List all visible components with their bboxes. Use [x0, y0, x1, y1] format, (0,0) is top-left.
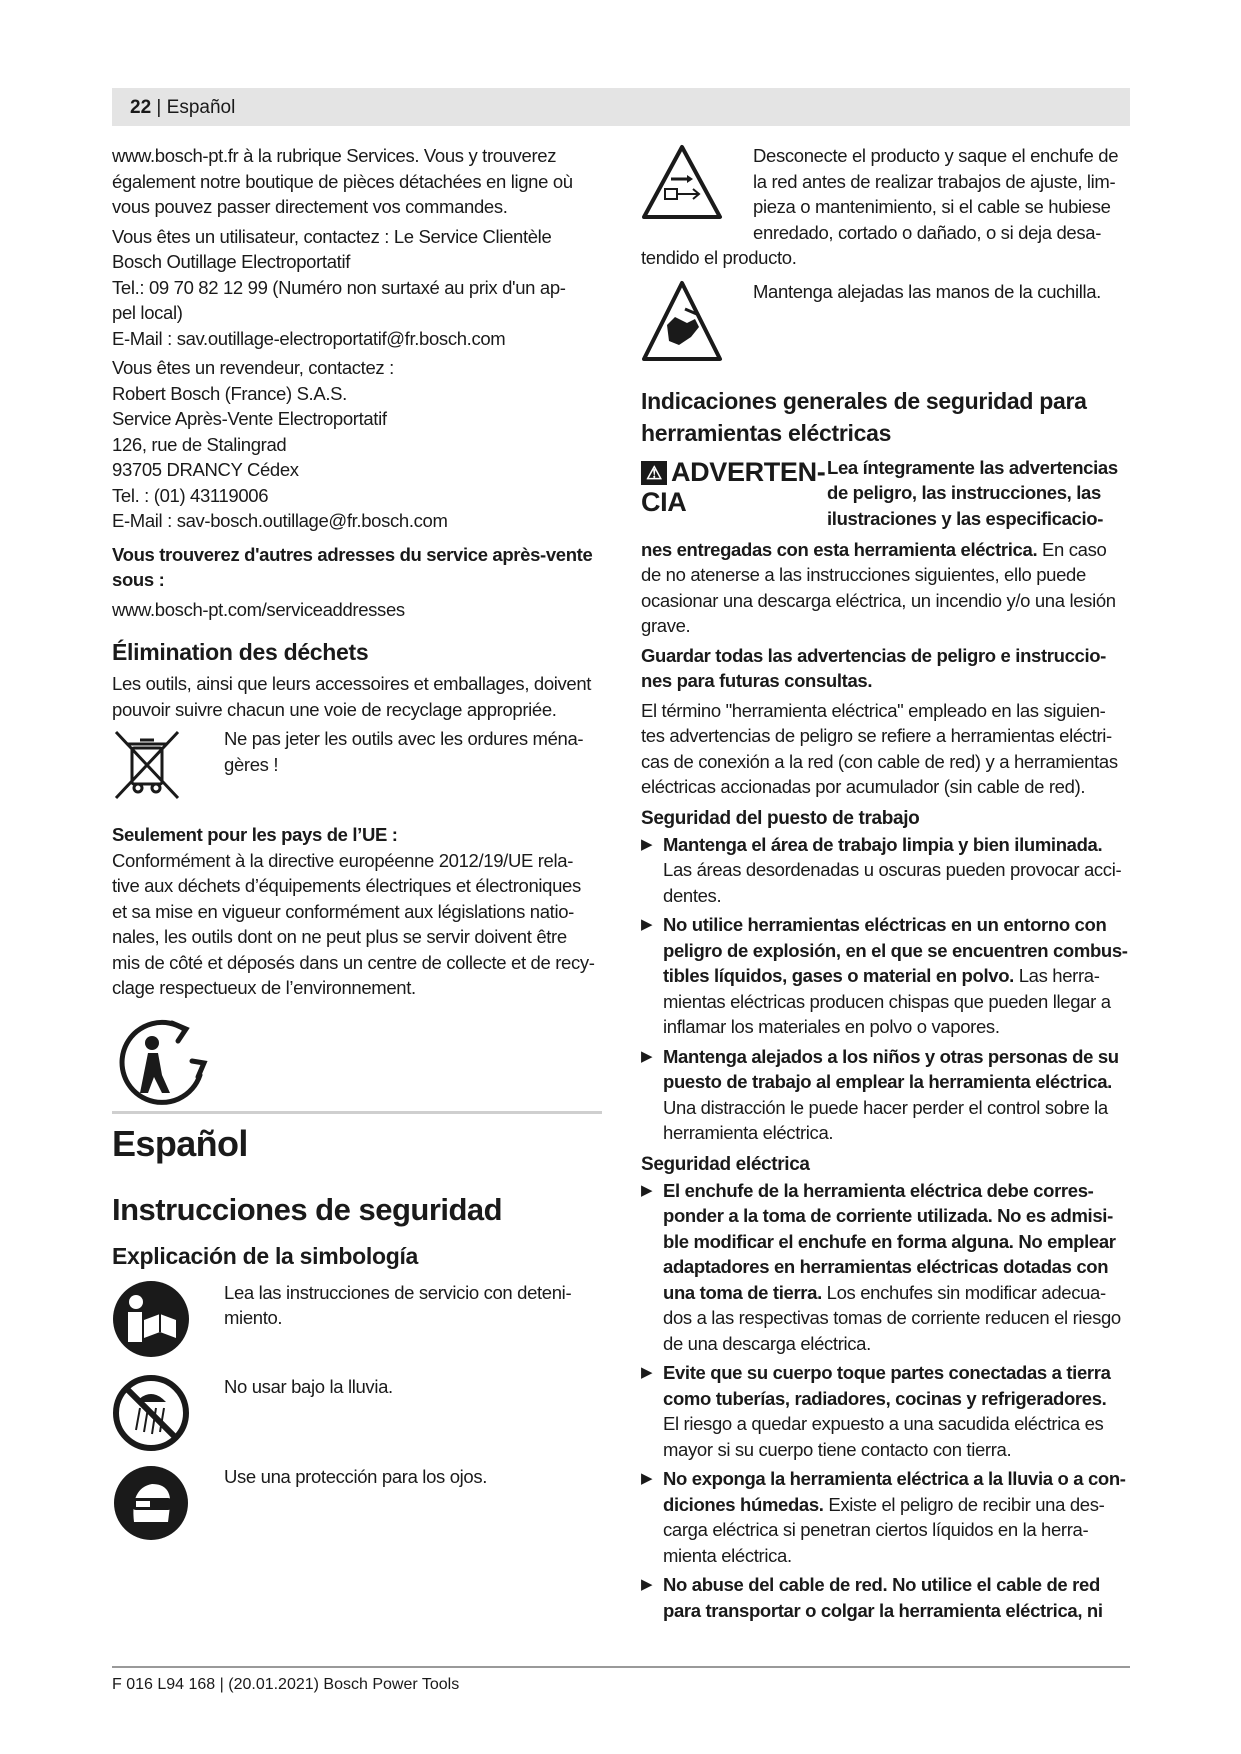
- term-definition-text: El término "herramienta eléctrica" empleado en las siguien- tes advertencias de peligro se refiere a herramientas eléctri- cas de conexión a la red (con cable de red) y a herramientas eléctricas accionadas por acumulador (sin cable de red).: [641, 699, 1118, 797]
- elimination-heading: Élimination des déchets: [112, 639, 369, 665]
- warning-side-text: Lea íntegramente las advertencias de peligro, las instrucciones, las ilustraciones y las especificacio-: [827, 456, 1118, 529]
- bullet-arrow-icon: ▶: [641, 1364, 653, 1381]
- warning-continuation: nes entregadas con esta herramienta eléctrica. En caso de no atenerse a las instrucciones siguientes, ello puede ocasionar una descarga eléctrica, un incendio y/o una lesión grave.: [641, 538, 1116, 636]
- bullet-arrow-icon: ▶: [641, 1470, 653, 1487]
- bullet-clean-area: ▶ Mantenga el área de trabajo limpia y bien iluminada. Las áreas desordenadas u oscuras pueden provocar acci- dentes.: [641, 833, 1122, 906]
- read-manual-icon: [112, 1280, 190, 1358]
- bullet-plug-outlet: ▶ El enchufe de la herramienta eléctrica debe corres- ponder a la toma de corriente utilizada. No es admisi- ble modificar el enchufe en forma alguna. No emplear adaptadores en herramientas eléctricas dotadas con una toma de tierra. Los enchufes sin modificar adecua- dos a las respectivas tomas de corriente reducen el riesgo de una descarga eléctrica.: [641, 1179, 1121, 1354]
- bin-symbol-row: [112, 726, 602, 818]
- bullet-explosive-environment: ▶ No utilice herramientas eléctricas en un entorno con peligro de explosión, en el que se encuentren combus- tibles líquidos, gases o material en polvo. Las herra- mientas eléctricas producen chispas que pueden llegar a inflamar los materiales en polvo o vapores.: [641, 914, 1128, 1037]
- right-column: [641, 143, 1129, 1627]
- eu-heading: Seulement pour les pays de l’UE :: [112, 824, 398, 845]
- no-rain-row: [112, 1374, 602, 1464]
- read-manual-text: Lea las instrucciones de servicio con deteni- miento.: [224, 1281, 572, 1328]
- footer-text: F 016 L94 168 | (20.01.2021) Bosch Power Tools: [112, 1676, 460, 1693]
- page-number: 22: [130, 97, 152, 118]
- bullet-arrow-icon: ▶: [641, 1576, 653, 1593]
- bullet-arrow-icon: ▶: [641, 916, 653, 933]
- disconnect-text-tail: tendido el producto.: [641, 247, 797, 268]
- bullet-grounded-surfaces: ▶ Evite que su cuerpo toque partes conectadas a tierra como tuberías, radiadores, cocinas y refrigeradores. El riesgo a quedar expuesto a una sacudida eléctrica es mayor si su cuerpo tiene contacto con tierra.: [641, 1362, 1111, 1460]
- bullet-arrow-icon: ▶: [641, 1181, 653, 1199]
- no-rain-icon: [112, 1374, 190, 1452]
- warning-triangle-icon: ⚠: [641, 461, 667, 485]
- bullet-arrow-icon: ▶: [641, 835, 653, 853]
- warning-label: ⚠ ADVERTEN- CIA: [641, 456, 826, 517]
- eye-protection-text: Use una protección para los ojos.: [224, 1465, 488, 1487]
- symbology-heading: Explicación de la simbología: [112, 1242, 419, 1269]
- espanol-title: Español: [112, 1122, 248, 1164]
- service-addresses-link[interactable]: www.bosch-pt.com/serviceaddresses: [112, 598, 405, 620]
- hand-blade-warning-icon: [641, 279, 723, 363]
- general-safety-heading: Indicaciones generales de seguridad para herramientas eléctricas: [641, 387, 1087, 446]
- safety-instructions-title: Instrucciones de seguridad: [112, 1191, 503, 1227]
- no-rain-text: No usar bajo la lluvia.: [224, 1375, 393, 1397]
- eye-protection-icon: [112, 1464, 190, 1542]
- recycling-person-icon: [112, 1013, 212, 1113]
- warning-block: [641, 457, 1129, 537]
- header-separator: |: [151, 97, 167, 118]
- eye-protection-row: [112, 1464, 602, 1544]
- bullet-rain-exposure: ▶ No exponga la herramienta eléctrica a la lluvia o a con- diciones húmedas. Existe el peligro de recibir una des- carga eléctrica si penetran ciertos líquidos en la herra- mienta eléctrica.: [641, 1468, 1126, 1566]
- contact-user-paragraph: Vous êtes un utilisateur, contactez : Le Service Clientèle Bosch Outillage Electroportatif Tel.: 09 70 82 12 99 (Numéro non surtaxé au prix d'un ap- pel local) E-Mail : sav.outillage-electroportatif@fr.bosch.com: [112, 225, 566, 349]
- bullet-cord-abuse: ▶ No abuse del cable de red. No utilice el cable de red para transportar o colgar la herramienta eléctrica, ni: [641, 1574, 1103, 1621]
- bullet-arrow-icon: ▶: [641, 1047, 653, 1065]
- disconnect-text: Desconecte el producto y saque el enchufe de la red antes de realizar trabajos de ajuste, lim- pieza o mantenimiento, si el cable se hubiese enredado, cortado o dañado, o si deja desa-: [753, 145, 1119, 243]
- elimination-text: Les outils, ainsi que leurs accessoires et emballages, doivent pouvoir suivre chacun une voie de recyclage appropriée.: [112, 673, 592, 720]
- recycle-symbol-block: [112, 1013, 602, 1113]
- header-language: Español: [166, 97, 236, 118]
- page-footer: [112, 1666, 1130, 1693]
- service-paragraph: www.bosch-pt.fr à la rubrique Services. Vous y trouverez également notre boutique de pièces détachées en ligne où vous pouvez passer directement vos commandes.: [112, 145, 573, 217]
- crossed-bin-icon: [112, 726, 184, 806]
- keep-instructions-text: Guardar todas las advertencias de peligro e instruccio- nes para futuras consultas.: [641, 644, 1106, 691]
- bullet-children-away: ▶ Mantenga alejados a los niños y otras personas de su puesto de trabajo al emplear la herramienta eléctrica. Una distracción le puede hacer perder el control sobre la herramienta eléctrica.: [641, 1045, 1119, 1143]
- bin-symbol-text: Ne pas jeter les outils avec les ordures ména- gères !: [224, 728, 584, 775]
- other-addresses-heading: Vous trouverez d'autres adresses du service après-vente sous :: [112, 543, 593, 590]
- workplace-safety-heading: Seguridad del puesto de trabajo: [641, 807, 920, 829]
- disconnect-plug-warning-icon: [641, 143, 723, 221]
- disconnect-row: [641, 143, 1129, 271]
- electrical-safety-heading: Seguridad eléctrica: [641, 1153, 810, 1175]
- eu-text: Conformément à la directive européenne 2012/19/UE rela- tive aux déchets d’équipements électriques et électroniques et sa mise en vigueur conformément aux législations natio- nales, les outils dont on ne peut plus se servir doivent être mis de côté et déposés dans un centre de collecte et de recy- clage respectueux de l’environnement.: [112, 849, 595, 998]
- page-header: [112, 88, 1130, 126]
- contact-dealer-paragraph: Vous êtes un revendeur, contactez : Robert Bosch (France) S.A.S. Service Après-Vente Electroportatif 126, rue de Stalingrad 93705 DRANCY Cédex Tel. : (01) 43119006 E-Mail : sav-bosch.outillage@fr.bosch.com: [112, 357, 448, 531]
- hands-blade-row: [641, 279, 1129, 383]
- read-manual-row: [112, 1280, 602, 1374]
- left-column: [112, 143, 602, 1544]
- hands-blade-text: Mantenga alejadas las manos de la cuchilla.: [753, 280, 1101, 302]
